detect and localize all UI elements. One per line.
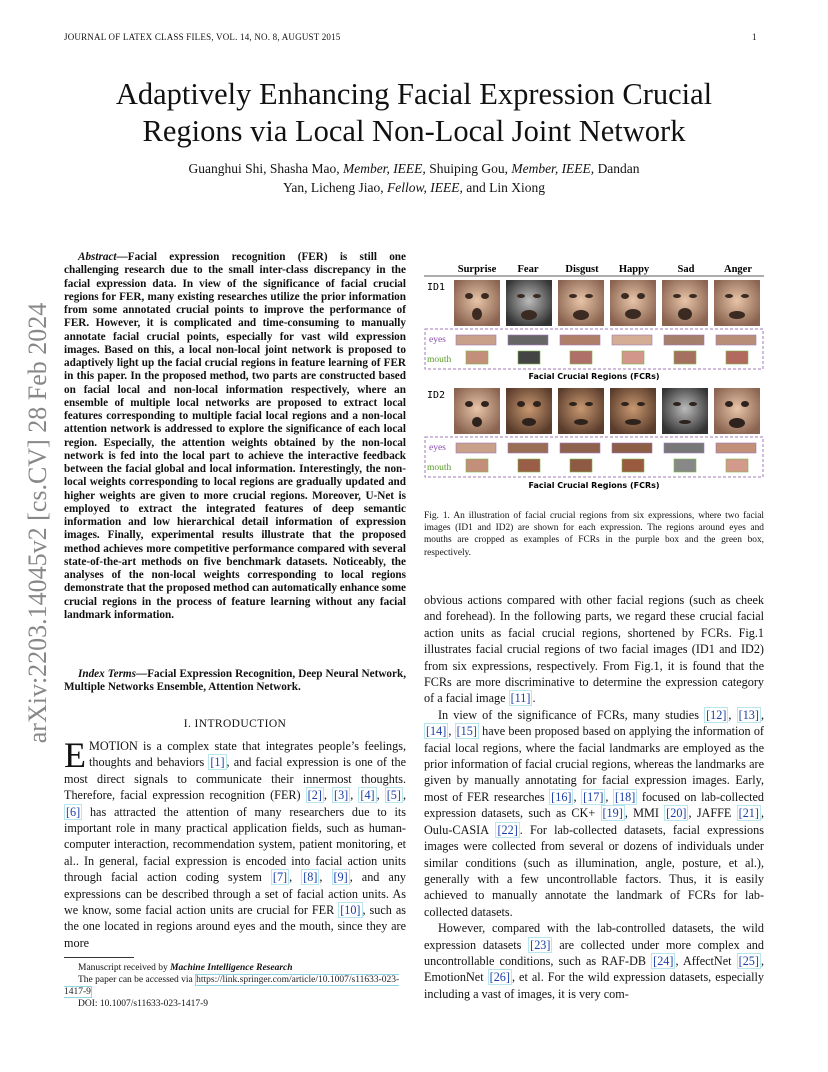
citation-link[interactable]: [5] [386, 788, 401, 803]
citation-link[interactable]: [15] [456, 724, 477, 739]
section-heading: I. INTRODUCTION [183, 718, 287, 730]
footnote-access: The paper can be accessed via https://link.springer.com/article/10.1007/s11633-023-1417-9 [64, 975, 400, 997]
id1-mouth-crops [466, 351, 748, 364]
authors-line-2: Yan, Licheng Jiao, Fellow, IEEE, and Lin Xiong [283, 180, 545, 195]
abstract-text: —Facial expression recognition (FER) is still one challenging research due to the small inter-class discrepancy in the facial expression data. In view of the significance of facial crucial regions for FER, many existing researches utilize the prior information from some annotated crucial points to improve the performance of FER. However, it is complicated and time-consuming to manually annotate facial crucial points, especially for vast wild expression images. Based on this, a local non-local joint network is proposed to adaptively light up the facial crucial regions in feature learning of FER in this paper. In the proposed method, two parts are constructed based on facial local and non-local information respectively, where an ensemble of multiple local networks are proposed to extract local features corresponding to multiple facial local regions and a non-local attention network is addressed to explore the significance of each local region. Especially, the attention weights obtained by the non-local network is fed into the local part to achieve the interactive feedback between the facial global and local information. Interestingly, the non-local weights corresponding to local regions are gradually updated and higher weights are given to more crucial regions. Moreover, U-Net is employed to extract the integrated features of deep semantic information and low hierarchical detail information of expression images. Finally, experimental results illustrate that the proposed method achieves more competitive performance compared with several state-of-the-art methods on five benchmark datasets. Noticeably, the analyses of the non-local weights corresponding to local regions demonstrate that the proposed method can automatically enhance some crucial regions in the process of feature learning without any facial landmark information. [64, 251, 406, 621]
id2-eyes-label: eyes [429, 443, 446, 453]
page-number: 1 [752, 32, 757, 42]
id1-face-row [454, 280, 760, 326]
citation-link[interactable]: [19] [602, 806, 623, 821]
citation-link[interactable]: [13] [738, 707, 759, 722]
citation-link[interactable]: [10] [340, 903, 361, 918]
id1-mouth-label: mouth [427, 355, 452, 365]
col-header-anger: Anger [724, 264, 752, 275]
citation-link[interactable]: [12] [706, 707, 727, 722]
id1-fcr-label: Facial Crucial Regions (FCRs) [528, 372, 660, 381]
footnote-doi: DOI: 10.1007/s11633-023-1417-9 [78, 999, 208, 1009]
id1-eye-crops [456, 335, 756, 345]
arxiv-id: arXiv:2203.14045v2 [cs.CV] 28 Feb 2024 [23, 302, 52, 744]
id1-label: ID1 [427, 282, 446, 293]
footnote [64, 962, 408, 1010]
citation-link[interactable]: [21] [738, 806, 759, 821]
arxiv-stamp [14, 286, 62, 760]
id2-eye-crops [456, 443, 756, 453]
paragraph: However, compared with the lab-controlled datasets, the wild expression datasets [23] are collected under more complex and uncontrollable conditions, such as RAF-DB [24] , AffectNet [25] , EmotionNet [26] , et al. For the wild expression datasets, especially including a vast of images, it is very com- [424, 921, 765, 1001]
citation-link[interactable]: [8] [303, 870, 318, 885]
id2-fcr-label: Facial Crucial Regions (FCRs) [528, 481, 660, 490]
col-header-disgust: Disgust [565, 264, 599, 275]
citation-link[interactable]: [25] [738, 953, 759, 968]
paper-url-link[interactable]: https://link.springer.com/article/10.1007/s11633-023-1417-9 [64, 975, 400, 997]
authors [110, 159, 718, 197]
index-terms-text: —Facial Expression Recognition, Deep Neural Network, Multiple Networks Ensemble, Attention Network. [64, 668, 406, 694]
col-header-happy: Happy [618, 264, 650, 275]
citation-link[interactable]: [24] [653, 953, 674, 968]
id2-mouth-crops [466, 459, 748, 472]
paragraph: obvious actions compared with other facial regions (such as cheek and forehead). In the following parts, we regard these crucial facial action units as facial crucial regions, shortened by FCRs. Fig.1 illustrates facial crucial regions of two facial images (ID1 and ID2) from six expressions, respectively. From Fig.1, it is found that the FCRs are more discriminative to determine the expression category of a facial image [11] . [424, 593, 764, 706]
citation-link[interactable]: [20] [666, 806, 687, 821]
citation-link[interactable]: [9] [333, 870, 348, 885]
footnote-received: Manuscript received by Machine Intelligence Research [78, 963, 293, 973]
citation-link[interactable]: [16] [551, 789, 572, 804]
paper-title [64, 76, 764, 150]
citation-link[interactable]: [14] [426, 724, 447, 739]
id1-eyes-label: eyes [429, 335, 446, 345]
abstract [64, 251, 406, 622]
id2-label: ID2 [427, 390, 446, 401]
figure-1 [424, 258, 764, 496]
citation-link[interactable]: [6] [66, 804, 81, 819]
citation-link[interactable]: [23] [530, 937, 551, 952]
citation-link[interactable]: [22] [497, 822, 518, 837]
index-terms-label: Index Terms [78, 668, 136, 680]
citation-link[interactable]: [2] [307, 788, 322, 803]
citation-link[interactable]: [11] [510, 691, 531, 706]
col-header-fear: Fear [517, 264, 539, 275]
paragraph: In view of the significance of FCRs, many studies [12] , [13] , [14] , [15] have been proposed based on applying the information of facial local regions, where the facial landmarks are employed as the prior information of facial crucial regions, whereas the landmarks are given by manually annotating for facial expression images. Early, most of FER researches [16] , [17] , [18] focused on lab-collected expression datasets, such as CK+ [19] , MMI [20] , JAFFE [21] , Oulu-CASIA [22] . For lab-collected datasets, facial expressions images were collected from several or dozens of individuals under similar conditions (such as illumination, angle, posture, et al.), generally with a few uncontrollable factors. Thus, it is easily achieved to manually annotate the landmark of FCRs for lab-collected datasets. [424, 707, 765, 919]
id2-face-row [454, 388, 760, 434]
citation-link[interactable]: [7] [272, 870, 288, 885]
citation-link[interactable]: [3] [334, 788, 349, 803]
citation-link[interactable]: [4] [360, 788, 375, 803]
figure-caption: Fig. 1. An illustration of facial crucial regions from six expressions, where two facial images (ID1 and ID2) are shown for each expression. The regions around eyes and mouths are cropped as examples of FCRs in the purple box and the green box, respectively. [424, 511, 764, 558]
index-terms [64, 668, 406, 695]
col-header-sad: Sad [677, 264, 695, 275]
introduction-text: EMOTION is a complex state that integrates people’s feelings, thoughts and behaviors [1] , and facial expression is one of the most direct signals to communicate their innermost thoughts. Therefore, facial expression recognition (FER) [2] , [3] , [4] , [5] , [6] has attracted the attention of many researchers due to its important role in many practical application fields, such as human-computer interaction, recommendation system, patient monitoring, et al.. In general, facial expression is encoded into facial action units through facial action coding system [7] , [8] , [9] , and any expressions can be described through a set of facial action units. As we know, some facial action units are crucial for FER [10] , such as the one located in regions around eyes and the mouth, since they are more [64, 735, 407, 950]
citation-link[interactable]: [1] [210, 755, 225, 770]
title-line-2: Regions via Local Non-Local Joint Network [142, 114, 686, 148]
drop-cap: E [64, 735, 86, 775]
title-line-1: Adaptively Enhancing Facial Expression Crucial [115, 77, 713, 111]
citation-link[interactable]: [18] [615, 789, 636, 804]
authors-line-1: Guanghui Shi, Shasha Mao, Member, IEEE, Shuiping Gou, Member, IEEE, Dandan [188, 161, 640, 176]
running-header: JOURNAL OF LATEX CLASS FILES, VOL. 14, NO. 8, AUGUST 2015 [64, 32, 341, 42]
id2-mouth-label: mouth [427, 463, 452, 473]
right-column-text [424, 592, 764, 1002]
abstract-label: Abstract [78, 251, 117, 263]
footnote-rule [64, 957, 134, 958]
citation-link[interactable]: [17] [583, 789, 604, 804]
col-header-surprise: Surprise [457, 264, 497, 275]
citation-link[interactable]: [26] [489, 970, 510, 985]
